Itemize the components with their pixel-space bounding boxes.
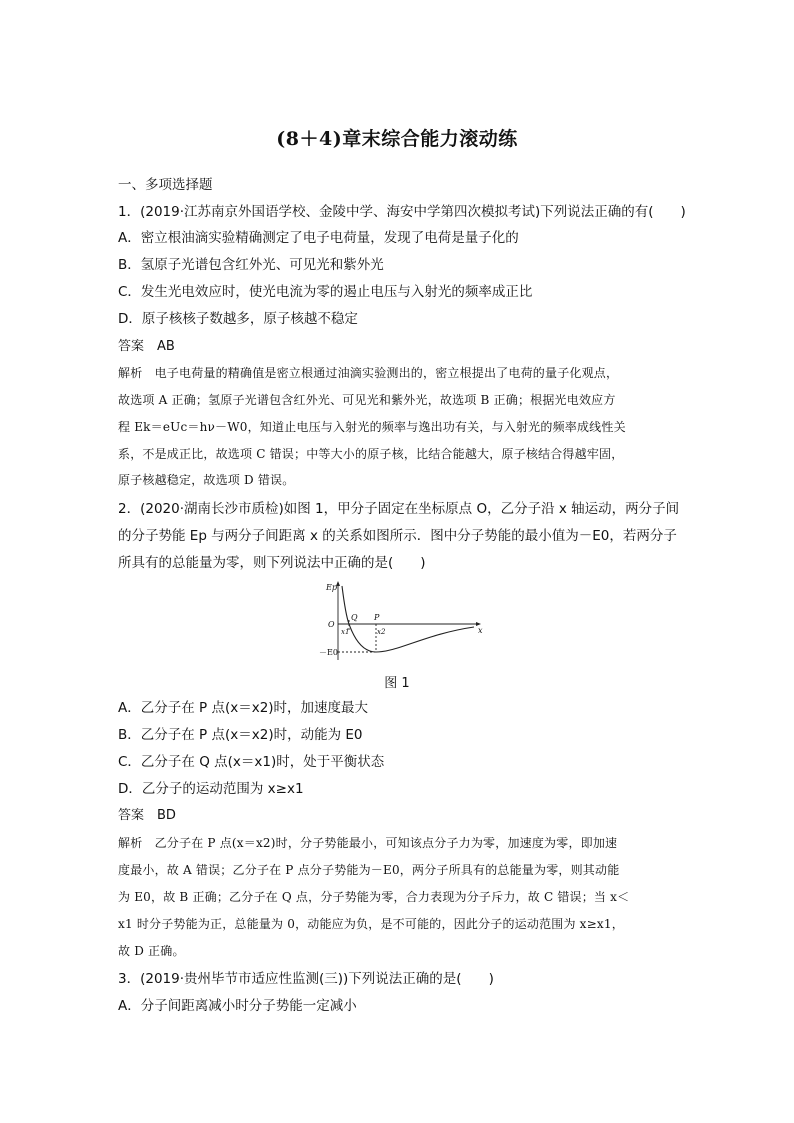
q1-explanation-line: 解析 电子电荷量的精确值是密立根通过油滴实验测出的，密立根提出了电荷的量子化观点， [118, 366, 619, 380]
q2-explanation-line: 度最小，故 A 错误；乙分子在 P 点分子势能为－E0，两分子所具有的总能量为零，则其动能 [118, 863, 620, 877]
q1-answer: 答案 AB [118, 339, 175, 354]
x-axis-label: x [478, 626, 483, 635]
q2-explanation-line: 故 D 正确。 [118, 944, 185, 958]
neg-e0-label: －E0 [319, 648, 338, 657]
q2-option-a: A．乙分子在 P 点(x＝x2)时，加速度最大 [118, 700, 369, 716]
potential-energy-figure [316, 580, 486, 662]
q2-stem-line: 2．(2020·湖南长沙市质检)如图 1，甲分子固定在坐标原点 O，乙分子沿 x 轴运动，两分子间 [118, 501, 680, 517]
potential-curve [342, 586, 474, 652]
figure-caption: 图 1 [384, 676, 410, 691]
q1-explanation-line: 故选项 A 正确；氢原子光谱包含红外光、可见光和紫外光，故选项 B 正确；根据光电效应方 [118, 393, 616, 407]
q3-stem: 3．(2019·贵州毕节市适应性监测(三))下列说法正确的是( ) [118, 971, 494, 987]
q1-stem: 1．(2019·江苏南京外国语学校、金陵中学、海安中学第四次模拟考试)下列说法正确的有( ) [118, 204, 686, 220]
x2-label: x2 [377, 628, 386, 636]
y-axis-label: Ep [326, 583, 337, 592]
q1-explanation-line: 程 Ek＝eUc＝hν－W0，知道止电压与入射光的频率与逸出功有关，与入射光的频率成线性关 [118, 420, 626, 434]
q1-option-d: D．原子核核子数越多，原子核越不稳定 [118, 311, 358, 327]
x1-label: x1 [341, 628, 350, 636]
q1-explanation-line: 系，不是成正比，故选项 C 错误；中等大小的原子核，比结合能越大，原子核结合得越牢固， [118, 447, 624, 461]
q2-stem-line: 所具有的总能量为零，则下列说法中正确的是( ) [118, 555, 426, 571]
q1-option-c: C．发生光电效应时，使光电流为零的遏止电压与入射光的频率成正比 [118, 284, 533, 300]
q2-option-d: D．乙分子的运动范围为 x≥x1 [118, 781, 304, 797]
q1-explanation-line: 原子核越稳定，故选项 D 错误。 [118, 473, 295, 487]
q2-option-c: C．乙分子在 Q 点(x＝x1)时，处于平衡状态 [118, 754, 385, 770]
q2-answer: 答案 BD [118, 808, 176, 823]
q2-explanation-line: 解析 乙分子在 P 点(x＝x2)时，分子势能最小，可知该点分子力为零，加速度为零，即加速 [118, 836, 618, 850]
q2-explanation-line: 为 E0，故 B 正确；乙分子在 Q 点，分子势能为零，合力表现为分子斥力，故 C 错误；当 x＜ [118, 890, 630, 904]
section-heading: 一、多项选择题 [118, 177, 213, 193]
q2-option-b: B．乙分子在 P 点(x＝x2)时，动能为 E0 [118, 727, 363, 743]
q1-option-a: A．密立根油滴实验精确测定了电子电荷量，发现了电荷是量子化的 [118, 230, 519, 246]
origin-label: O [328, 620, 335, 629]
q3-option-a: A．分子间距离减小时分子势能一定减小 [118, 998, 357, 1014]
q2-stem-line: 的分子势能 Ep 与两分子间距离 x 的关系如图所示．图中分子势能的最小值为－E0，若两分子 [118, 528, 677, 544]
q2-explanation-line: x1 时分子势能为正，总能量为 0，动能应为负，是不可能的，因此分子的运动范围为 x≥x1， [118, 917, 624, 931]
q-point-label: Q [351, 613, 358, 622]
page-title: (8＋4)章末综合能力滚动练 [276, 128, 518, 150]
p-point-label: P [374, 613, 380, 622]
q1-option-b: B．氢原子光谱包含红外光、可见光和紫外光 [118, 257, 384, 273]
